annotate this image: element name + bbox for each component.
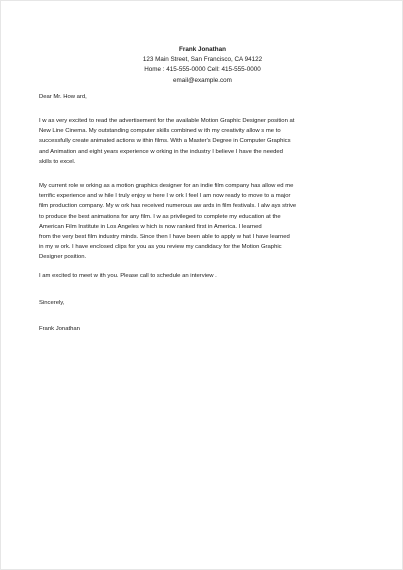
sender-phones: Home : 415-555-0000 Cell: 415-555-0000 bbox=[144, 66, 261, 74]
paragraph-line: to produce the best animations for any film. I w as privileged to complete my education at the bbox=[39, 213, 281, 220]
paragraph-line: Designer position. bbox=[39, 254, 87, 261]
sender-name: Frank Jonathan bbox=[179, 46, 226, 53]
sender-email: email@example.com bbox=[173, 76, 232, 84]
paragraph-line: New Line Cinema. My outstanding computer skills combined w ith my creativity allow s me to bbox=[39, 128, 281, 135]
paragraph-line: I w as very excited to read the advertisement for the available Motion Graphic Designer position at bbox=[39, 118, 295, 124]
paragraph-line: American Film Institute in Los Angeles w hich is now ranked first in America. I learned bbox=[39, 223, 262, 230]
signature: Frank Jonathan bbox=[39, 326, 80, 332]
paragraph-line: in my w ork. I have enclosed clips for you as you review my candidacy for the Motion Graphic bbox=[39, 244, 282, 251]
paragraph-1 bbox=[39, 116, 339, 167]
paragraph-line: skills to excel. bbox=[39, 158, 76, 165]
letter-header bbox=[1, 45, 403, 86]
paragraph-line: terrific experience and w hile I truly enjoy w here I w ork I feel I am now ready to move to a major bbox=[39, 193, 291, 200]
paragraph-line: My current role w orking as a motion graphics designer for an indie film company has allow ed me bbox=[39, 183, 294, 189]
paragraph-2 bbox=[39, 181, 339, 263]
salutation: Dear Mr. How ard, bbox=[39, 94, 87, 100]
paragraph-line: and Animation and eight years experience w orking in the industry I believe I have the needed bbox=[39, 148, 283, 155]
paragraph-line: successfully create animated actions w ithin films. With a Master's Degree in Computer Graphics bbox=[39, 138, 291, 145]
sender-address: 123 Main Street, San Francisco, CA 94122 bbox=[142, 56, 263, 64]
paragraph-line: from the very best film industry minds. Since then I have been able to apply w hat I have learned bbox=[39, 234, 290, 241]
closing-line: I am excited to meet w ith you. Please call to schedule an interview . bbox=[39, 273, 217, 279]
sign-off: Sincerely, bbox=[39, 300, 65, 306]
paragraph-line: film production company. My w ork has received numerous aw ards in film festivals. I alw ays strive bbox=[39, 203, 297, 210]
